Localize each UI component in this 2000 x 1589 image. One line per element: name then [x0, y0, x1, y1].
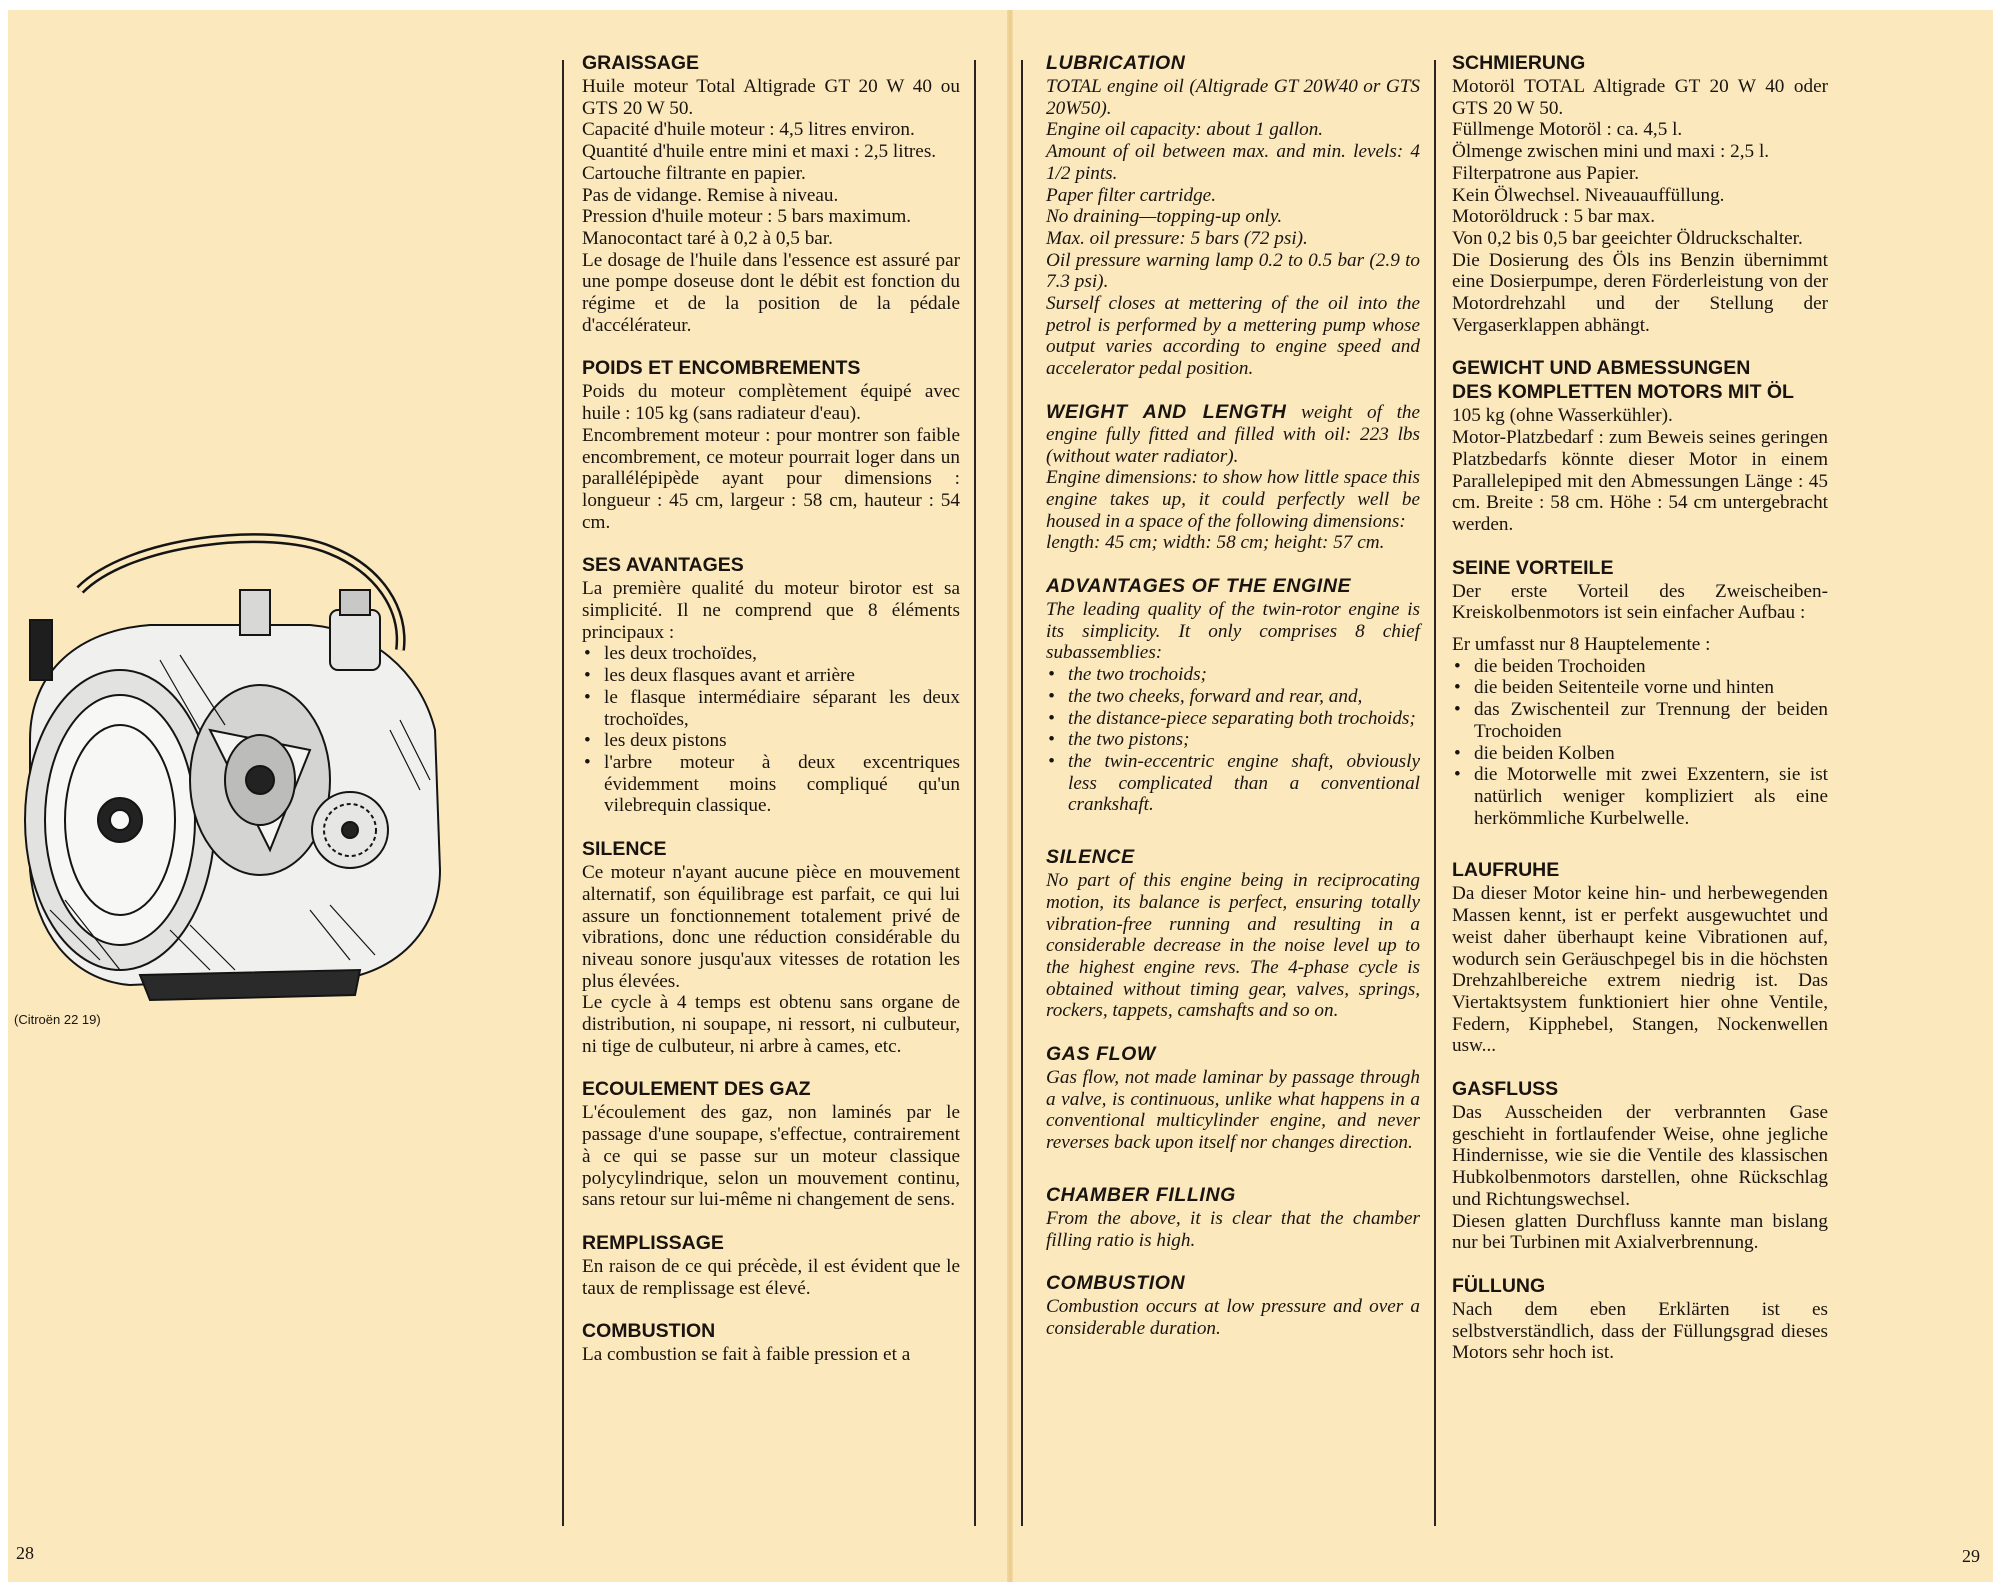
section-heading: DES KOMPLETTEN MOTORS MIT ÖL [1452, 381, 1794, 404]
paragraph: Die Dosierung des Öls ins Benzin übernimmt eine Dosierpumpe, deren Förderleistung von der Motordrehzahl und der Stellung der Vergaserklappen abhängt. [1452, 249, 1828, 336]
list-item: • les deux flasques avant et arrière [582, 665, 960, 687]
list-item: • das Zwischenteil zur Trennung der beiden Trochoiden [1452, 699, 1828, 742]
section-heading: LAUFRUHE [1452, 859, 1560, 882]
column-rule [562, 60, 564, 1526]
list-item: • les deux pistons [582, 730, 960, 752]
section-heading: CHAMBER FILLING [1046, 1183, 1236, 1206]
section-chamber [1046, 1184, 1420, 1251]
list-item: • les deux trochoïdes, [582, 643, 960, 665]
section-heading: GRAISSAGE [582, 52, 700, 74]
paragraph: Gas flow, not made laminar by passage through a valve, is continuous, unlike what happens in a conventional multicylinder engine, and never reverses back upon itself nor changes direction. [1046, 1067, 1420, 1154]
list-item: • the two trochoids; [1046, 664, 1420, 686]
paragraph: Pas de vidange. Remise à niveau. [582, 184, 839, 206]
paragraph: Huile moteur Total Altigrade GT 20 W 40 ou GTS 20 W 50. [582, 76, 960, 119]
section-gasfluss [1452, 1078, 1828, 1254]
paragraph: Max. oil pressure: 5 bars (72 psi). [1046, 227, 1308, 249]
section-heading: GAS FLOW [1046, 1043, 1156, 1066]
section-heading: SES AVANTAGES [582, 554, 744, 577]
paragraph [1046, 401, 1420, 467]
paragraph: Das Ausscheiden der verbrannten Gase geschieht in fortlaufender Weise, ohne jegliche Hindernisse, wie sie die Ventile des klassischen Hubkolbenmotors darstellen, ohne Rückschlag und Richtungswechsel. [1452, 1102, 1828, 1210]
list-item: • the two pistons; [1046, 729, 1420, 751]
figure-caption: (Citroën 22 19) [14, 1012, 101, 1027]
paragraph: TOTAL engine oil (Altigrade GT 20W40 or GTS 20W50). [1046, 76, 1420, 119]
section-heading: SILENCE [582, 838, 667, 861]
paragraph: Motoröl TOTAL Altigrade GT 20 W 40 oder GTS 20 W 50. [1452, 76, 1828, 119]
french-column [582, 52, 960, 1387]
section-advantages [1046, 575, 1420, 816]
section-heading: FÜLLUNG [1452, 1274, 1546, 1297]
paragraph: Engine oil capacity: about 1 gallon. [1046, 119, 1324, 141]
paragraph: Encombrement moteur : pour montrer son faible encombrement, ce moteur pourrait loger dans un parallélépipède ayant pour dimensions : longueur : 45 cm, largeur : 58 cm, hauteur : 54 cm. [582, 424, 960, 533]
paragraph: Quantité d'huile entre mini et maxi : 2,5 litres. [582, 141, 937, 163]
section-heading: SCHMIERUNG [1452, 52, 1586, 74]
paragraph: La première qualité du moteur birotor est sa simplicité. Il ne comprend que 8 éléments principaux : [582, 578, 960, 643]
section-heading: WEIGHT AND LENGTH [1046, 400, 1287, 423]
english-column [1046, 52, 1420, 1361]
bullet-list [1046, 664, 1420, 816]
paragraph: Capacité d'huile moteur : 4,5 litres environ. [582, 119, 915, 141]
column-rule [1434, 60, 1436, 1526]
bullet-list [1452, 656, 1828, 830]
section-heading: COMBUSTION [582, 1320, 716, 1343]
list-item: • die beiden Trochoiden [1452, 656, 1828, 678]
paragraph: Ce moteur n'ayant aucune pièce en mouvement alternatif, son équilibrage est parfait, ce qui lui assure un fonctionnement totalement privé de vibrations, donc une réduction considérable du niveau sonore jusqu'aux vitesses de rotation les plus élevées. [582, 862, 960, 992]
section-heading: SILENCE [1046, 846, 1135, 869]
section-heading: GEWICHT UND ABMESSUNGEN [1452, 357, 1751, 380]
paragraph: Oil pressure warning lamp 0.2 to 0.5 bar (2.9 to 7.3 psi). [1046, 249, 1420, 293]
page-gutter [1007, 10, 1013, 1582]
paragraph: Combustion occurs at low pressure and over a considerable duration. [1046, 1296, 1420, 1339]
list-item: • the two cheeks, forward and rear, and, [1046, 686, 1420, 708]
section-heading: GASFLUSS [1452, 1078, 1559, 1101]
section-laufruhe [1452, 859, 1828, 1057]
section-avantages [582, 554, 960, 817]
section-weight [1046, 401, 1420, 554]
list-item: • l'arbre moteur à deux excentriques évidemment moins compliqué qu'un vilebrequin classique. [582, 752, 960, 817]
section-graissage [582, 52, 960, 336]
paragraph: Surself closes at mettering of the oil into the petrol is performed by a mettering pump whose output varies according to engine speed and accelerator pedal position. [1046, 293, 1420, 380]
section-combustion-en [1046, 1272, 1420, 1339]
paragraph: Manocontact taré à 0,2 à 0,5 bar. [582, 227, 833, 249]
section-heading: COMBUSTION [1046, 1272, 1186, 1295]
paragraph: Motoröldruck : 5 bar max. [1452, 206, 1656, 228]
paragraph: Cartouche filtrante en papier. [582, 162, 806, 184]
paragraph: Er umfasst nur 8 Hauptelemente : [1452, 634, 1711, 656]
paragraph: Der erste Vorteil des Zweischeiben-Kreiskolbenmotors ist sein einfacher Aufbau : [1452, 580, 1828, 624]
section-heading: ADVANTAGES OF THE ENGINE [1046, 575, 1352, 598]
paragraph: Von 0,2 bis 0,5 bar geeichter Öldruckschalter. [1452, 227, 1803, 249]
paragraph: Motor-Platzbedarf : zum Beweis seines geringen Platzbedarfs könnte dieser Motor in einem Parallelepiped mit den Abmessungen Länge : 45 cm. Breite : 58 cm. Höhe : 54 cm untergebracht werden. [1452, 427, 1828, 535]
section-poids [582, 357, 960, 533]
paragraph: The leading quality of the twin-rotor engine is its simplicity. It only comprises 8 chief subassemblies: [1046, 599, 1420, 664]
paragraph: Poids du moteur complètement équipé avec huile : 105 kg (sans radiateur d'eau). [582, 381, 960, 425]
paragraph: length: 45 cm; width: 58 cm; height: 57 cm. [1046, 532, 1385, 554]
paragraph: L'écoulement des gaz, non laminés par le passage d'une soupape, s'effectue, contrairement à ce qui se passe sur un moteur classique polycylindrique, selon un mouvement continu, sans retour sur lui-même ni changement de sens. [582, 1102, 960, 1211]
section-silence [582, 838, 960, 1057]
list-item: • die beiden Seitenteile vorne und hinten [1452, 677, 1828, 699]
bullet-list [582, 643, 960, 817]
paragraph: No part of this engine being in reciprocating motion, its balance is perfect, ensuring totally vibration-free running and resulting in a considerable decrease in the noise level up to the highest engine revs. The 4-phase cycle is obtained without timing gear, valves, springs, rockers, tappets, camshafts and so on. [1046, 870, 1420, 1022]
paragraph: Engine dimensions: to show how little space this engine takes up, it could perfectly well be housed in a space of the following dimensions: [1046, 467, 1420, 532]
section-gewicht [1452, 357, 1828, 535]
paragraph: Le cycle à 4 temps est obtenu sans organe de distribution, ni soupape, ni ressort, ni culbuteur, ni tige de culbuteur, ni arbre à cames, etc. [582, 992, 960, 1057]
list-item: • the distance-piece separating both trochoids; [1046, 708, 1420, 730]
paragraph: Füllmenge Motoröl : ca. 4,5 l. [1452, 119, 1683, 141]
section-heading: REMPLISSAGE [582, 1231, 724, 1254]
paragraph: 105 kg (ohne Wasserkühler). [1452, 405, 1673, 427]
paragraph: Filterpatrone aus Papier. [1452, 162, 1640, 184]
paragraph: Amount of oil between max. and min. levels: 4 1/2 pints. [1046, 141, 1420, 184]
section-remplissage [582, 1232, 960, 1299]
paragraph: From the above, it is clear that the chamber filling ratio is high. [1046, 1207, 1420, 1251]
paragraph: Diesen glatten Durchfluss kannte man bislang nur bei Turbinen mit Axialverbrennung. [1452, 1210, 1828, 1254]
section-vorteile [1452, 557, 1828, 830]
section-gaz [582, 1078, 960, 1211]
paragraph: Da dieser Motor keine hin- und herbewegenden Massen kennt, ist er perfekt ausgewuchtet und weist daher überhaupt keine Vibrationen auf, wodurch sein Geräuschpegel bis in die höchsten Drehzahlbereiche extrem niedrig ist. Das Viertaktsystem funktioniert hier ohne Ventile, Federn, Kipphebel, Stangen, Nockenwellen usw... [1452, 883, 1828, 1057]
list-item: • the twin-eccentric engine shaft, obviously less complicated than a conventional crankshaft. [1046, 751, 1420, 816]
paragraph: Ölmenge zwischen mini und maxi : 2,5 l. [1452, 141, 1770, 163]
paragraph: En raison de ce qui précède, il est évident que le taux de remplissage est élevé. [582, 1255, 960, 1299]
german-column [1452, 52, 1828, 1385]
list-item: • le flasque intermédiaire séparant les deux trochoïdes, [582, 687, 960, 730]
list-item: • die Motorwelle mit zwei Exzentern, sie ist natürlich weniger kompliziert als eine herkömmliche Kurbelwelle. [1452, 764, 1828, 829]
inline-text: weight of the engine fully fitted and filled with oil: 223 lbs (without water radiator). [1046, 401, 1421, 467]
paragraph: No draining—topping-up only. [1046, 206, 1283, 228]
engine-cutaway-illustration [10, 530, 450, 1010]
section-combustion [582, 1320, 960, 1366]
section-fuellung [1452, 1275, 1828, 1364]
paragraph: Pression d'huile moteur : 5 bars maximum. [582, 206, 912, 228]
paragraph: La combustion se fait à faible pression et a [582, 1344, 911, 1366]
section-heading: LUBRICATION [1046, 52, 1186, 74]
paragraph: Nach dem eben Erklärten ist es selbstverständlich, dass der Füllungsgrad dieses Motors sehr hoch ist. [1452, 1298, 1828, 1364]
column-rule [1021, 60, 1023, 1526]
column-rule [974, 60, 976, 1526]
paragraph: Paper filter cartridge. [1046, 184, 1216, 206]
section-lubrication [1046, 52, 1420, 380]
section-schmierung [1452, 52, 1828, 336]
section-heading: POIDS ET ENCOMBREMENTS [582, 357, 861, 380]
page-number-left: 28 [16, 1543, 34, 1563]
paragraph: Kein Ölwechsel. Niveauauffüllung. [1452, 184, 1725, 206]
list-item: • die beiden Kolben [1452, 743, 1828, 765]
section-silence-en [1046, 846, 1420, 1022]
page-number-right: 29 [1962, 1546, 1980, 1566]
paragraph: Le dosage de l'huile dans l'essence est assuré par une pompe doseuse dont le débit est fonction du régime et de la position de la pédale d'accélérateur. [582, 249, 960, 336]
section-heading: ECOULEMENT DES GAZ [582, 1078, 811, 1101]
section-gasflow [1046, 1043, 1420, 1154]
section-heading: SEINE VORTEILE [1452, 556, 1614, 579]
